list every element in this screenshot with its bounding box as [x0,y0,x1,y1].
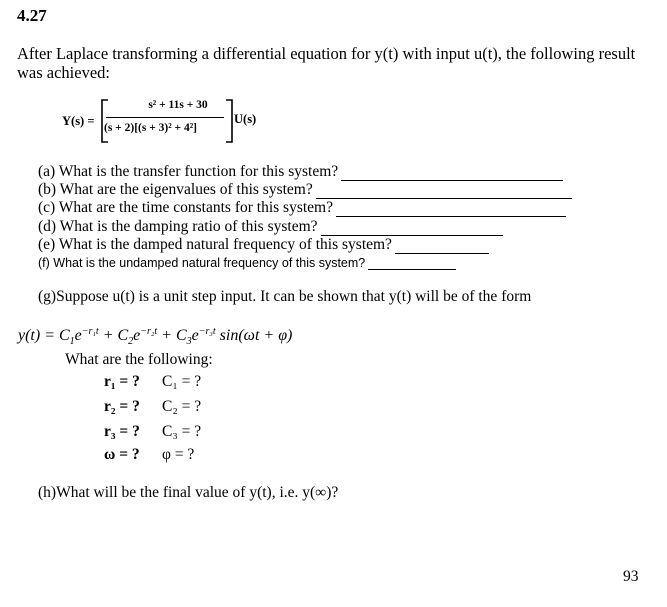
yt-exp2: −r₂t [140,326,158,337]
unknown-lhs: ω = ? [104,446,140,463]
unknown-lhs: r₃ = ? [104,423,140,440]
question-c [38,199,566,217]
equation-rhs: U(s) [234,112,257,126]
question-e-text: (e) What is the damped natural frequency of this system? [38,236,392,253]
question-b-text: (b) What are the eigenvalues of this system? [38,181,313,198]
yt-plus2: + C [98,327,129,344]
answer-blank-b[interactable] [316,184,572,199]
yt-sub1: 1 [69,336,75,348]
yt-exp3: −r₃t [198,326,216,337]
transfer-equation [62,98,322,146]
unknown-rhs: φ = ? [162,446,195,463]
yt-e1: e [74,327,82,344]
yt-tail: sin(ωt + φ) [215,327,293,344]
fraction-line [106,117,224,118]
page-number: 93 [623,568,639,585]
yt-exp1: −r₁t [81,326,99,337]
unknown-row [104,398,201,416]
question-e [38,236,489,254]
equation-lhs: Y(s) = [62,114,95,128]
part-h-text: (h)What will be the final value of y(t), i.e. y(∞)? [38,484,339,501]
question-d [38,218,503,236]
question-f-text: (f) What is the undamped natural frequency of this system? [38,256,366,270]
answer-blank-a[interactable] [341,166,563,181]
question-f [38,256,456,270]
question-d-text: (d) What is the damping ratio of this system? [38,218,318,235]
part-g-text: (g)Suppose u(t) is a unit step input. It can be shown that y(t) will be of the form [38,288,532,305]
what-are-label: What are the following: [65,351,213,368]
unknown-row [104,446,194,464]
answer-blank-d[interactable] [321,221,503,236]
equation-numerator: s² + 11s + 30 [148,99,208,111]
yt-form [18,327,292,347]
question-a [38,163,563,181]
yt-sub3: 3 [186,336,192,348]
problem-number: 4.27 [17,6,47,25]
unknown-rhs: C₂ = ? [162,398,202,415]
yt-plus3: + C [157,327,187,344]
equation-denominator: (s + 2)[(s + 3)² + 4²] [104,122,197,134]
question-b [38,181,572,199]
unknown-rhs: C₃ = ? [162,423,202,440]
intro-paragraph: After Laplace transforming a differential equation for y(t) with input u(t), the following result was achieved: [17,44,636,82]
question-c-text: (c) What are the time constants for this system? [38,199,333,216]
yt-sub2: 2 [128,336,134,348]
unknown-rhs: C₁ = ? [162,373,202,390]
unknown-row [104,423,201,441]
question-a-text: (a) What is the transfer function for this system? [38,163,339,180]
yt-start: y(t) = C [18,327,70,344]
answer-blank-e[interactable] [395,239,489,254]
yt-e2: e [133,327,141,344]
unknown-lhs: r₂ = ? [104,398,140,415]
yt-e3: e [191,327,199,344]
answer-blank-f[interactable] [368,257,456,270]
unknown-row [104,373,201,391]
unknown-lhs: r₁ = ? [104,373,140,390]
answer-blank-c[interactable] [336,202,566,217]
